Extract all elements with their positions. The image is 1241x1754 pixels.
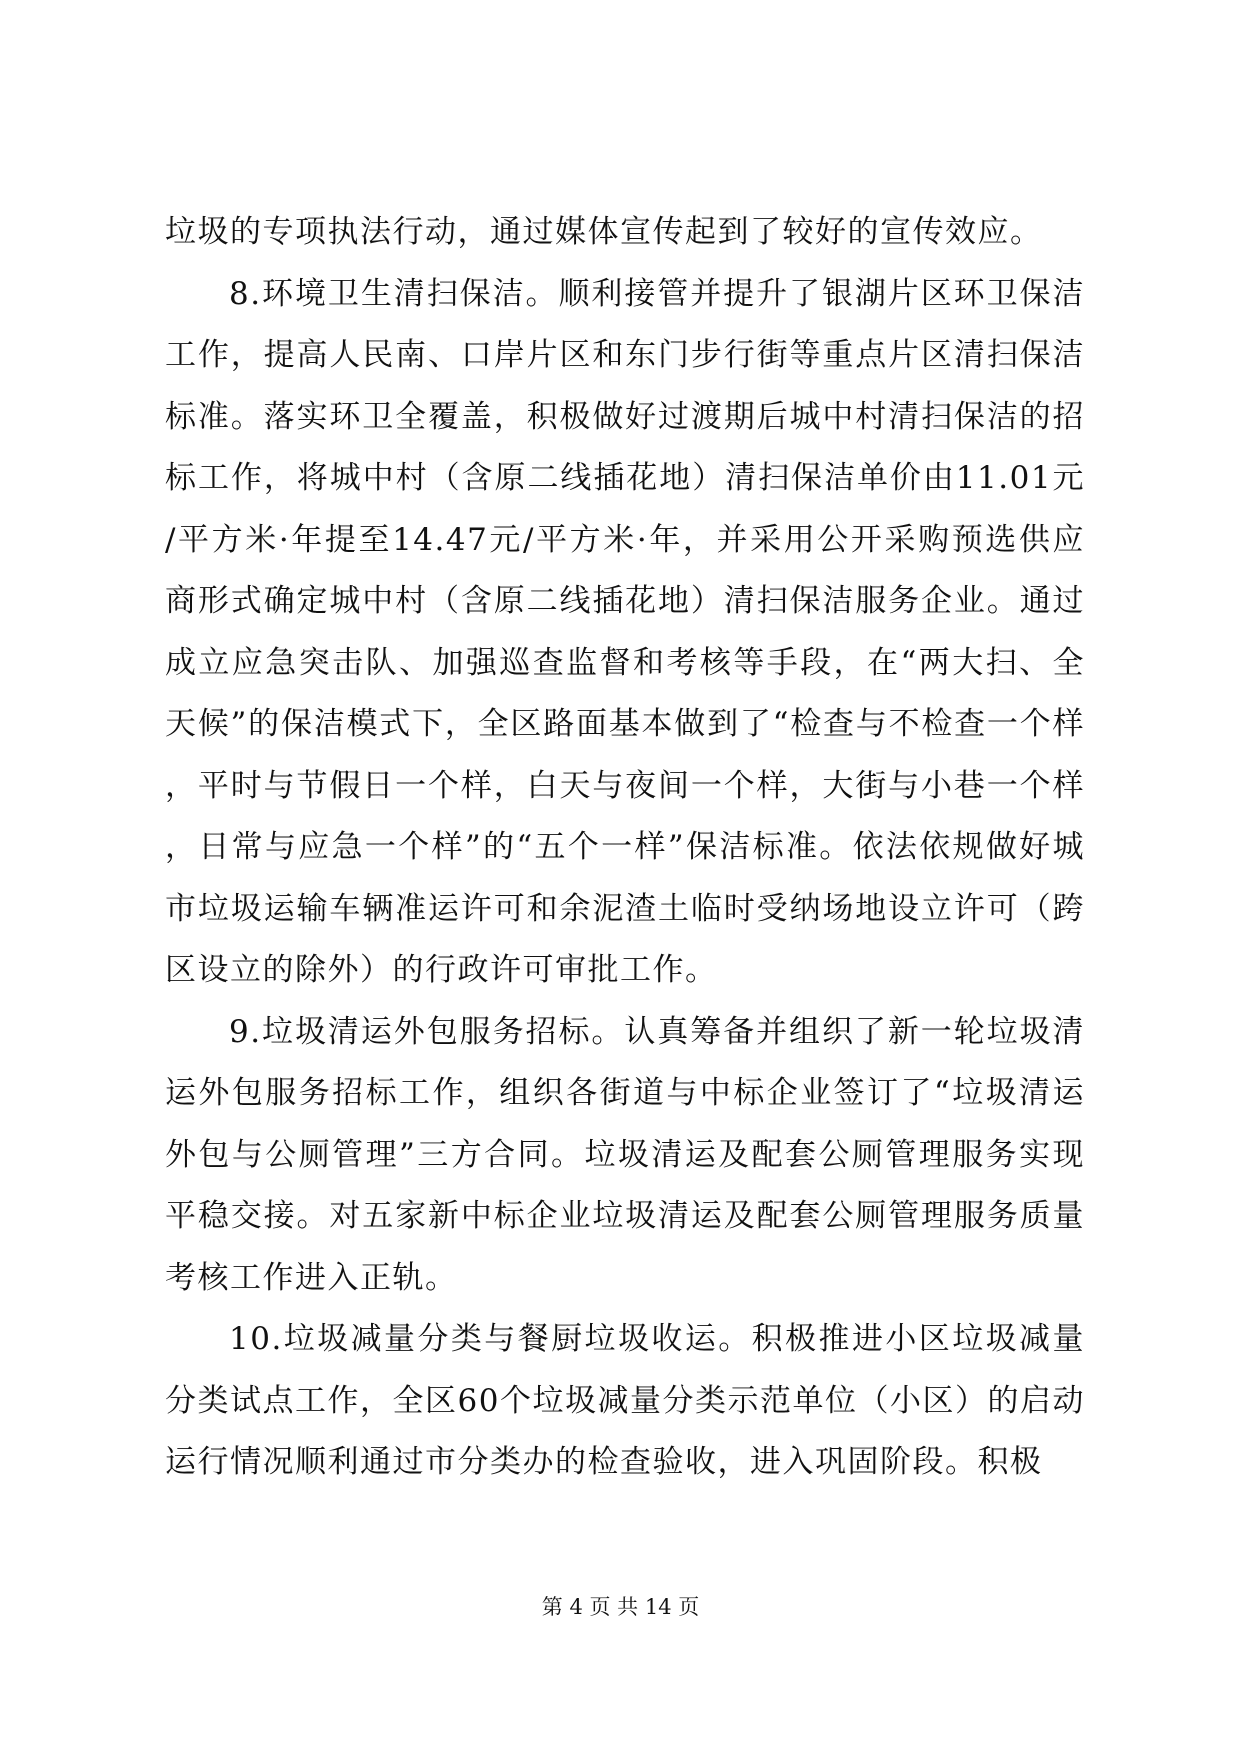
paragraph-continuation: 垃圾的专项执法行动，通过媒体宣传起到了较好的宣传效应。 (165, 214, 1043, 250)
body-text (165, 202, 1085, 1494)
paragraph-item-9: 9.垃圾清运外包服务招标。认真筹备并组织了新一轮垃圾清运外包服务招标工作，组织各街道与中标企业签订了“垃圾清运外包与公厕管理”三方合同。垃圾清运及配套公厕管理服务实现平稳交接。对五家新中标企业垃圾清运及配套公厕管理服务质量考核工作进入正轨。 (165, 1013, 1085, 1296)
paragraph-item-8: 8.环境卫生清扫保洁。顺利接管并提升了银湖片区环卫保洁工作，提高人民南、口岸片区和东门步行街等重点片区清扫保洁标准。落实环卫全覆盖，积极做好过渡期后城中村清扫保洁的招标工作，将城中村（含原二线插花地）清扫保洁单价由11.01元/平方米·年提至14.47元/平方米·年，并采用公开采购预选供应商形式确定城中村（含原二线插花地）清扫保洁服务企业。通过成立应急突击队、加强巡查监督和考核等手段，在“两大扫、全天候”的保洁模式下，全区路面基本做到了“检查与不检查一个样，平时与节假日一个样，白天与夜间一个样，大街与小巷一个样，日常与应急一个样”的“五个一样”保洁标准。依法依规做好城市垃圾运输车辆准运许可和余泥渣土临时受纳场地设立许可（跨区设立的除外）的行政许可审批工作。 (165, 275, 1085, 988)
page-number-footer: 第 4 页 共 14 页 (541, 1595, 700, 1619)
paragraph-item-10: 10.垃圾减量分类与餐厨垃圾收运。积极推进小区垃圾减量分类试点工作，全区60个垃圾减量分类示范单位（小区）的启动运行情况顺利通过市分类办的检查验收，进入巩固阶段。积极 (165, 1321, 1085, 1480)
